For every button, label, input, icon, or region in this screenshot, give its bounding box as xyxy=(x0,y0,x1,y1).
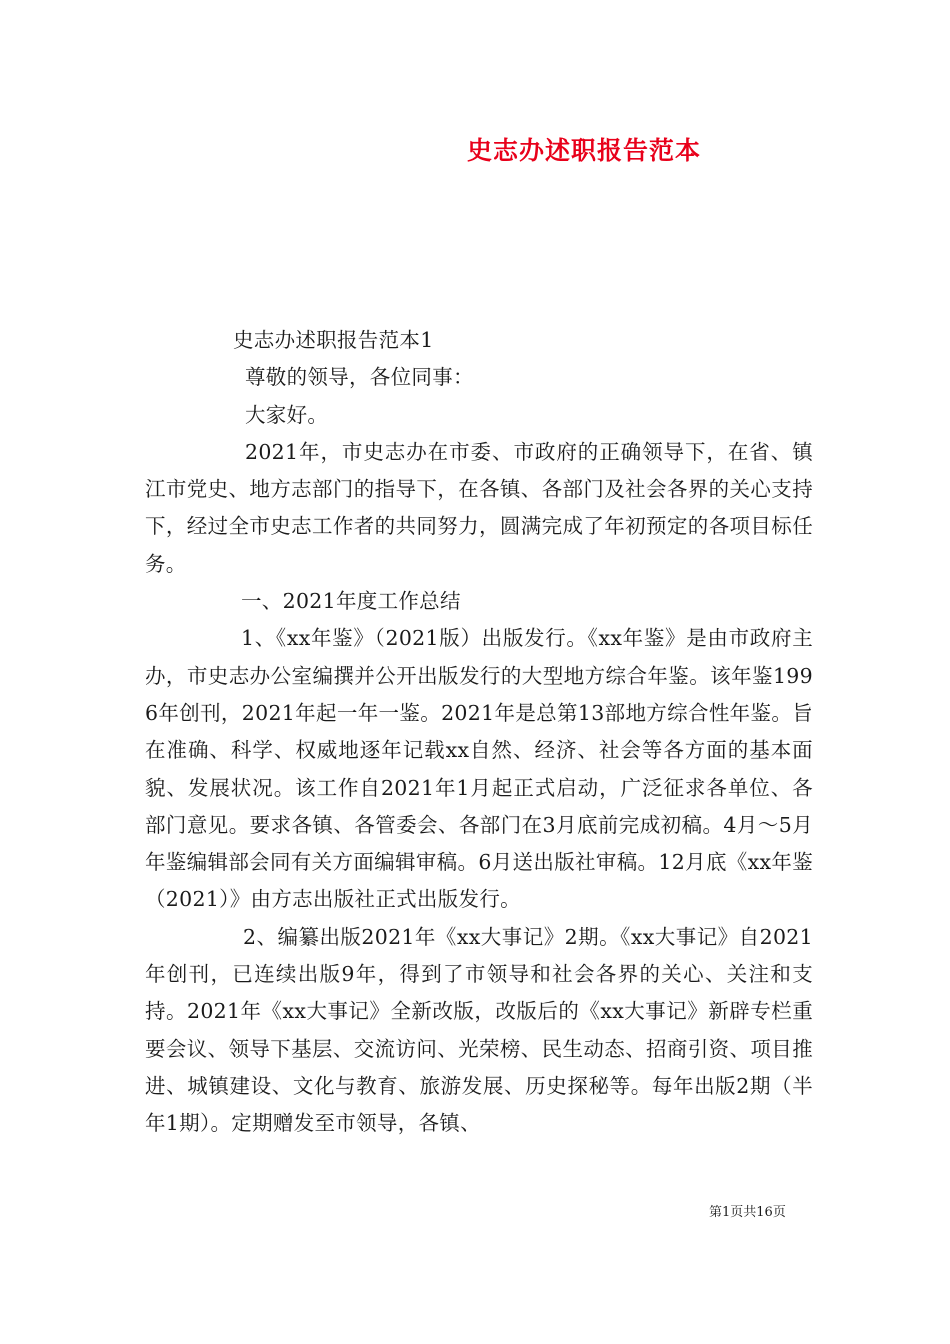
paragraph-item-1: 1、《xx年鉴》（2021版）出版发行。《xx年鉴》是由市政府主办，市史志办公室编撰并公开出版发行的大型地方综合年鉴。该年鉴1996年创刊，2021年起一年一鉴。2021年是总第13部地方综合性年鉴。旨在准确、科学、权威地逐年记载xx自然、经济、社会等各方面的基本面貌、发展状况。该工作自2021年1月起正式启动，广泛征求各单位、各部门意见。要求各镇、各管委会、各部门在3月底前完成初稿。4月～5月年鉴编辑部会同有关方面编辑审稿。6月送出版社审稿。12月底《xx年鉴（2021）》由方志出版社正式出版发行。 xyxy=(145,626,813,912)
paragraph-heading: 史志办述职报告范本1 xyxy=(233,328,434,352)
document-body xyxy=(145,322,813,1143)
paragraph-item-2: 2、编纂出版2021年《xx大事记》2期。《xx大事记》自2021年创刊，已连续出版9年，得到了市领导和社会各界的关心、关注和支持。2021年《xx大事记》全新改版，改版后的《xx大事记》新辟专栏重要会议、领导下基层、交流访问、光荣榜、民生动态、招商引资、项目推进、城镇建设、文化与教育、旅游发展、历史探秘等。每年出版2期（半年1期）。定期赠发至市领导，各镇、 xyxy=(145,924,813,1136)
section-heading: 一、2021年度工作总结 xyxy=(241,589,461,614)
page-number: 第1页共16页 xyxy=(709,1205,786,1220)
paragraph-intro: 2021年，市史志办在市委、市政府的正确领导下，在省、镇江市党史、地方志部门的指导下，在各镇、各部门及社会各界的关心支持下，经过全市史志工作者的共同努力，圆满完成了年初预定的各项目标任务。 xyxy=(145,439,813,576)
document-title: 史志办述职报告范本 xyxy=(466,136,701,165)
paragraph-greeting: 大家好。 xyxy=(245,402,329,427)
paragraph-salutation: 尊敬的领导，各位同事： xyxy=(245,365,474,390)
